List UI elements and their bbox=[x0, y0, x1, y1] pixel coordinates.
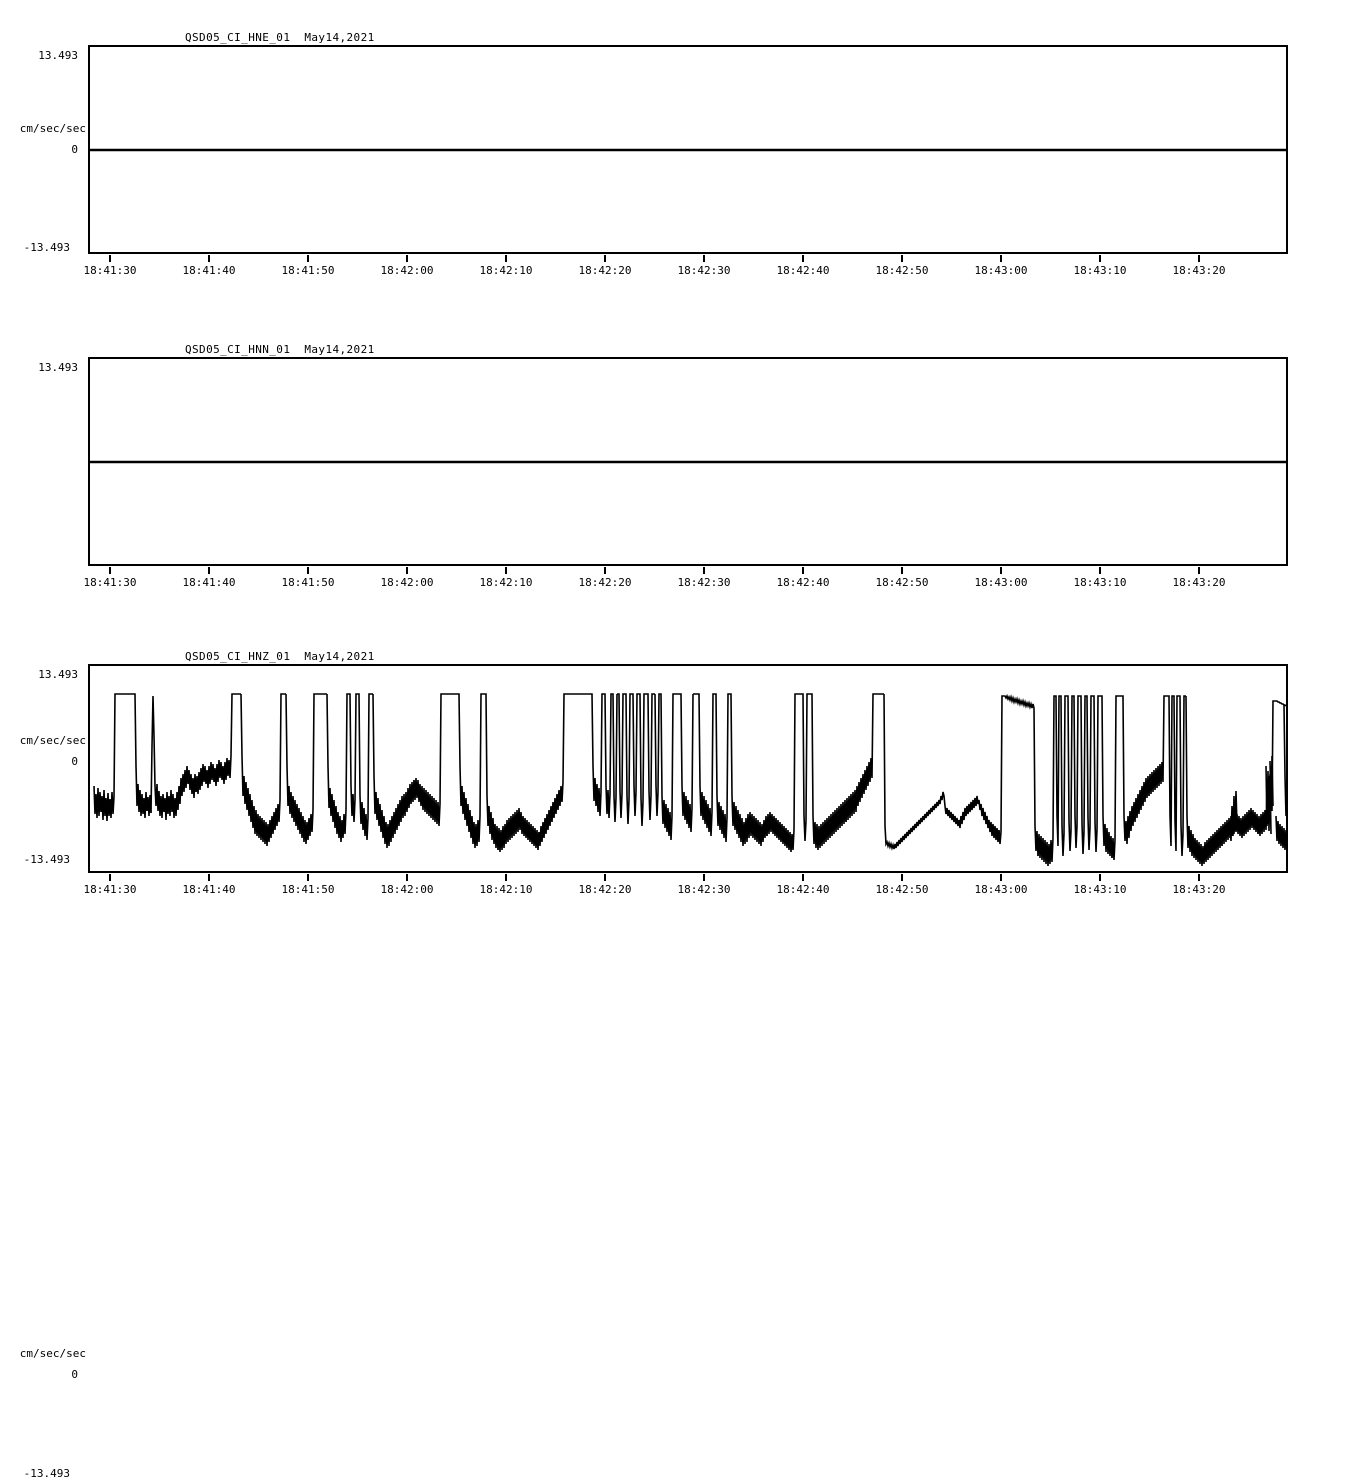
x-tick bbox=[109, 874, 111, 881]
plot-area-hne bbox=[90, 47, 1286, 252]
x-tick-label: 18:42:40 bbox=[776, 576, 830, 589]
x-tick bbox=[208, 255, 210, 262]
panel-title-hne: QSD05_CI_HNE_01 May14,2021 bbox=[185, 31, 375, 44]
x-axis-hne bbox=[0, 256, 1358, 277]
x-tick bbox=[802, 874, 804, 881]
x-tick bbox=[604, 874, 606, 881]
plot-frame-hnz bbox=[88, 664, 1288, 873]
x-tick bbox=[208, 874, 210, 881]
x-tick bbox=[901, 567, 903, 574]
x-axis-hnz bbox=[0, 875, 1358, 896]
x-tick bbox=[802, 255, 804, 262]
x-tick bbox=[604, 255, 606, 262]
y-min-label-hne: -13.493 bbox=[23, 241, 70, 254]
x-tick bbox=[307, 255, 309, 262]
x-tick bbox=[1099, 874, 1101, 881]
units-label-hnn: cm/sec/sec bbox=[19, 734, 86, 747]
x-tick-label: 18:42:40 bbox=[776, 883, 830, 896]
x-tick-label: 18:42:10 bbox=[479, 883, 533, 896]
x-tick-label: 18:41:40 bbox=[182, 264, 236, 277]
x-tick bbox=[109, 567, 111, 574]
x-tick-label: 18:43:10 bbox=[1073, 264, 1127, 277]
x-tick-label: 18:42:20 bbox=[578, 883, 632, 896]
units-label-hne: cm/sec/sec bbox=[19, 122, 86, 135]
x-tick bbox=[505, 255, 507, 262]
x-tick-label: 18:41:30 bbox=[83, 264, 137, 277]
x-tick-label: 18:41:30 bbox=[83, 576, 137, 589]
plot-frame-hne bbox=[88, 45, 1288, 254]
x-tick bbox=[406, 255, 408, 262]
plot-area-hnn bbox=[90, 359, 1286, 564]
panel-title-hnz: QSD05_CI_HNZ_01 May14,2021 bbox=[185, 650, 375, 663]
x-tick-label: 18:41:50 bbox=[281, 576, 335, 589]
x-tick bbox=[1198, 255, 1200, 262]
x-tick-label: 18:43:10 bbox=[1073, 883, 1127, 896]
y-mid-label-hne: 0 bbox=[71, 143, 78, 156]
y-max-label-hnn: 13.493 bbox=[38, 361, 78, 374]
x-tick-label: 18:42:30 bbox=[677, 883, 731, 896]
panel-title-hnn: QSD05_CI_HNN_01 May14,2021 bbox=[185, 343, 375, 356]
x-tick-label: 18:43:00 bbox=[974, 264, 1028, 277]
y-mid-label-hnz: 0 bbox=[71, 1368, 78, 1381]
x-tick bbox=[802, 567, 804, 574]
x-tick bbox=[604, 567, 606, 574]
x-tick-label: 18:41:40 bbox=[182, 883, 236, 896]
x-tick bbox=[901, 255, 903, 262]
x-tick bbox=[703, 567, 705, 574]
x-tick bbox=[307, 567, 309, 574]
x-tick bbox=[1198, 567, 1200, 574]
x-tick bbox=[505, 874, 507, 881]
x-tick bbox=[1000, 874, 1002, 881]
x-tick bbox=[208, 567, 210, 574]
x-tick-label: 18:42:00 bbox=[380, 264, 434, 277]
x-tick bbox=[703, 874, 705, 881]
units-label-hnz: cm/sec/sec bbox=[19, 1347, 86, 1360]
x-tick-label: 18:42:20 bbox=[578, 576, 632, 589]
waveform-hnn bbox=[90, 359, 1286, 564]
y-mid-label-hnn: 0 bbox=[71, 755, 78, 768]
plot-frame-hnn bbox=[88, 357, 1288, 566]
x-tick-label: 18:41:50 bbox=[281, 883, 335, 896]
x-tick bbox=[109, 255, 111, 262]
x-tick-label: 18:42:10 bbox=[479, 576, 533, 589]
y-min-label-hnz: -13.493 bbox=[23, 1467, 70, 1480]
panel-hne bbox=[0, 0, 1358, 290]
x-tick bbox=[1099, 255, 1101, 262]
x-tick bbox=[1000, 255, 1002, 262]
x-tick-label: 18:43:10 bbox=[1073, 576, 1127, 589]
x-tick-label: 18:42:40 bbox=[776, 264, 830, 277]
x-tick-label: 18:43:00 bbox=[974, 576, 1028, 589]
x-tick-label: 18:42:20 bbox=[578, 264, 632, 277]
x-tick bbox=[703, 255, 705, 262]
x-tick-label: 18:43:20 bbox=[1172, 264, 1226, 277]
x-tick bbox=[1198, 874, 1200, 881]
x-tick bbox=[1099, 567, 1101, 574]
y-min-label-hnn: -13.493 bbox=[23, 853, 70, 866]
y-max-label-hnz: 13.493 bbox=[38, 668, 78, 681]
y-max-label-hne: 13.493 bbox=[38, 49, 78, 62]
x-tick-label: 18:41:30 bbox=[83, 883, 137, 896]
x-tick bbox=[505, 567, 507, 574]
x-tick-label: 18:43:20 bbox=[1172, 883, 1226, 896]
plot-area-hnz bbox=[90, 666, 1286, 871]
waveform-hne bbox=[90, 47, 1286, 252]
panel-hnz bbox=[0, 612, 1358, 1480]
x-tick-label: 18:41:40 bbox=[182, 576, 236, 589]
x-tick bbox=[406, 874, 408, 881]
x-tick-label: 18:42:10 bbox=[479, 264, 533, 277]
x-tick-label: 18:42:30 bbox=[677, 264, 731, 277]
x-tick bbox=[1000, 567, 1002, 574]
x-tick bbox=[901, 874, 903, 881]
x-tick-label: 18:42:50 bbox=[875, 576, 929, 589]
x-tick bbox=[307, 874, 309, 881]
x-tick-label: 18:43:00 bbox=[974, 883, 1028, 896]
x-tick-label: 18:42:50 bbox=[875, 883, 929, 896]
x-tick-label: 18:43:20 bbox=[1172, 576, 1226, 589]
x-tick-label: 18:42:00 bbox=[380, 883, 434, 896]
x-tick-label: 18:42:00 bbox=[380, 576, 434, 589]
x-tick-label: 18:41:50 bbox=[281, 264, 335, 277]
waveform-hnz bbox=[90, 666, 1286, 871]
x-tick-label: 18:42:30 bbox=[677, 576, 731, 589]
x-axis-hnn bbox=[0, 568, 1358, 589]
x-tick-label: 18:42:50 bbox=[875, 264, 929, 277]
x-tick bbox=[406, 567, 408, 574]
